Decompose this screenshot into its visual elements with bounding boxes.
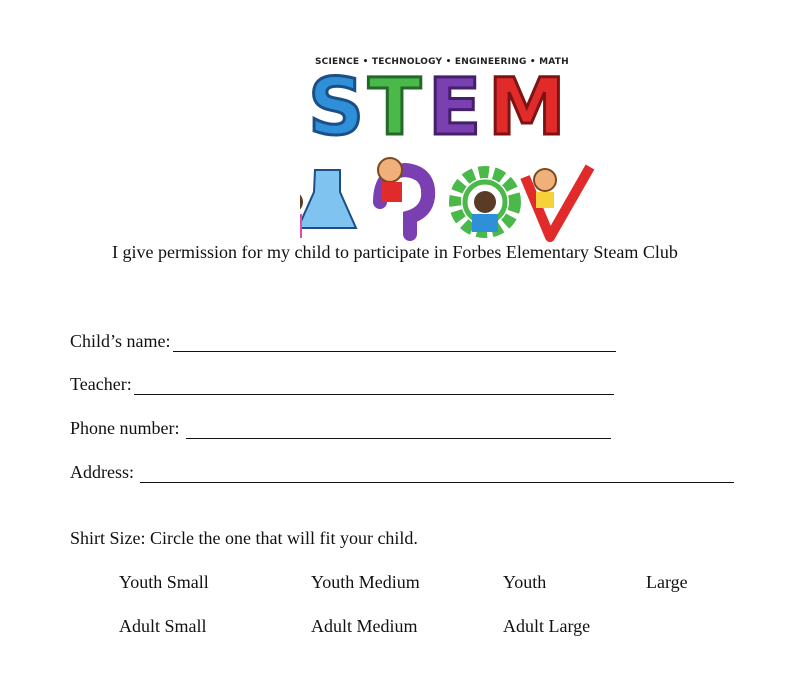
phone-field[interactable]: [70, 417, 611, 439]
address-line[interactable]: [140, 464, 734, 483]
stem-logo: [300, 52, 620, 242]
teacher-label: Teacher:: [70, 374, 132, 394]
shirt-option-youth[interactable]: Youth: [503, 572, 547, 592]
child-name-field[interactable]: [70, 330, 616, 352]
shirt-option-youth-small[interactable]: Youth Small: [119, 572, 209, 592]
stem-letter-m: M: [488, 63, 566, 153]
flask-kid-illustration: [300, 170, 356, 242]
teacher-field[interactable]: [70, 373, 614, 395]
shirt-option-adult-large[interactable]: Adult Large: [503, 616, 591, 636]
question-kid-illustration: [378, 158, 428, 234]
stem-tagline: SCIENCE • TECHNOLOGY • ENGINEERING • MATH: [315, 57, 569, 67]
child-name-line[interactable]: [173, 333, 616, 352]
shirt-size-instruction: Shirt Size: Circle the one that will fit your child.: [70, 528, 418, 548]
gear-kid-illustration: [455, 172, 515, 232]
address-field[interactable]: [70, 461, 734, 483]
shirt-option-adult-medium[interactable]: Adult Medium: [311, 616, 418, 636]
stem-letter-e: E: [428, 63, 482, 153]
permission-statement: I give permission for my child to participate in Forbes Elementary Steam Club: [112, 242, 678, 262]
stem-letter-t: T: [368, 63, 422, 153]
child-name-label: Child’s name:: [70, 331, 171, 351]
shirt-option-large[interactable]: Large: [646, 572, 688, 592]
checkmark-kid-illustration: [525, 167, 590, 237]
shirt-option-adult-small[interactable]: Adult Small: [119, 616, 207, 636]
phone-line[interactable]: [186, 420, 611, 439]
phone-label: Phone number:: [70, 418, 180, 438]
address-label: Address:: [70, 462, 134, 482]
stem-letter-s: S: [308, 63, 365, 153]
shirt-option-youth-medium[interactable]: Youth Medium: [311, 572, 420, 592]
teacher-line[interactable]: [134, 376, 614, 395]
